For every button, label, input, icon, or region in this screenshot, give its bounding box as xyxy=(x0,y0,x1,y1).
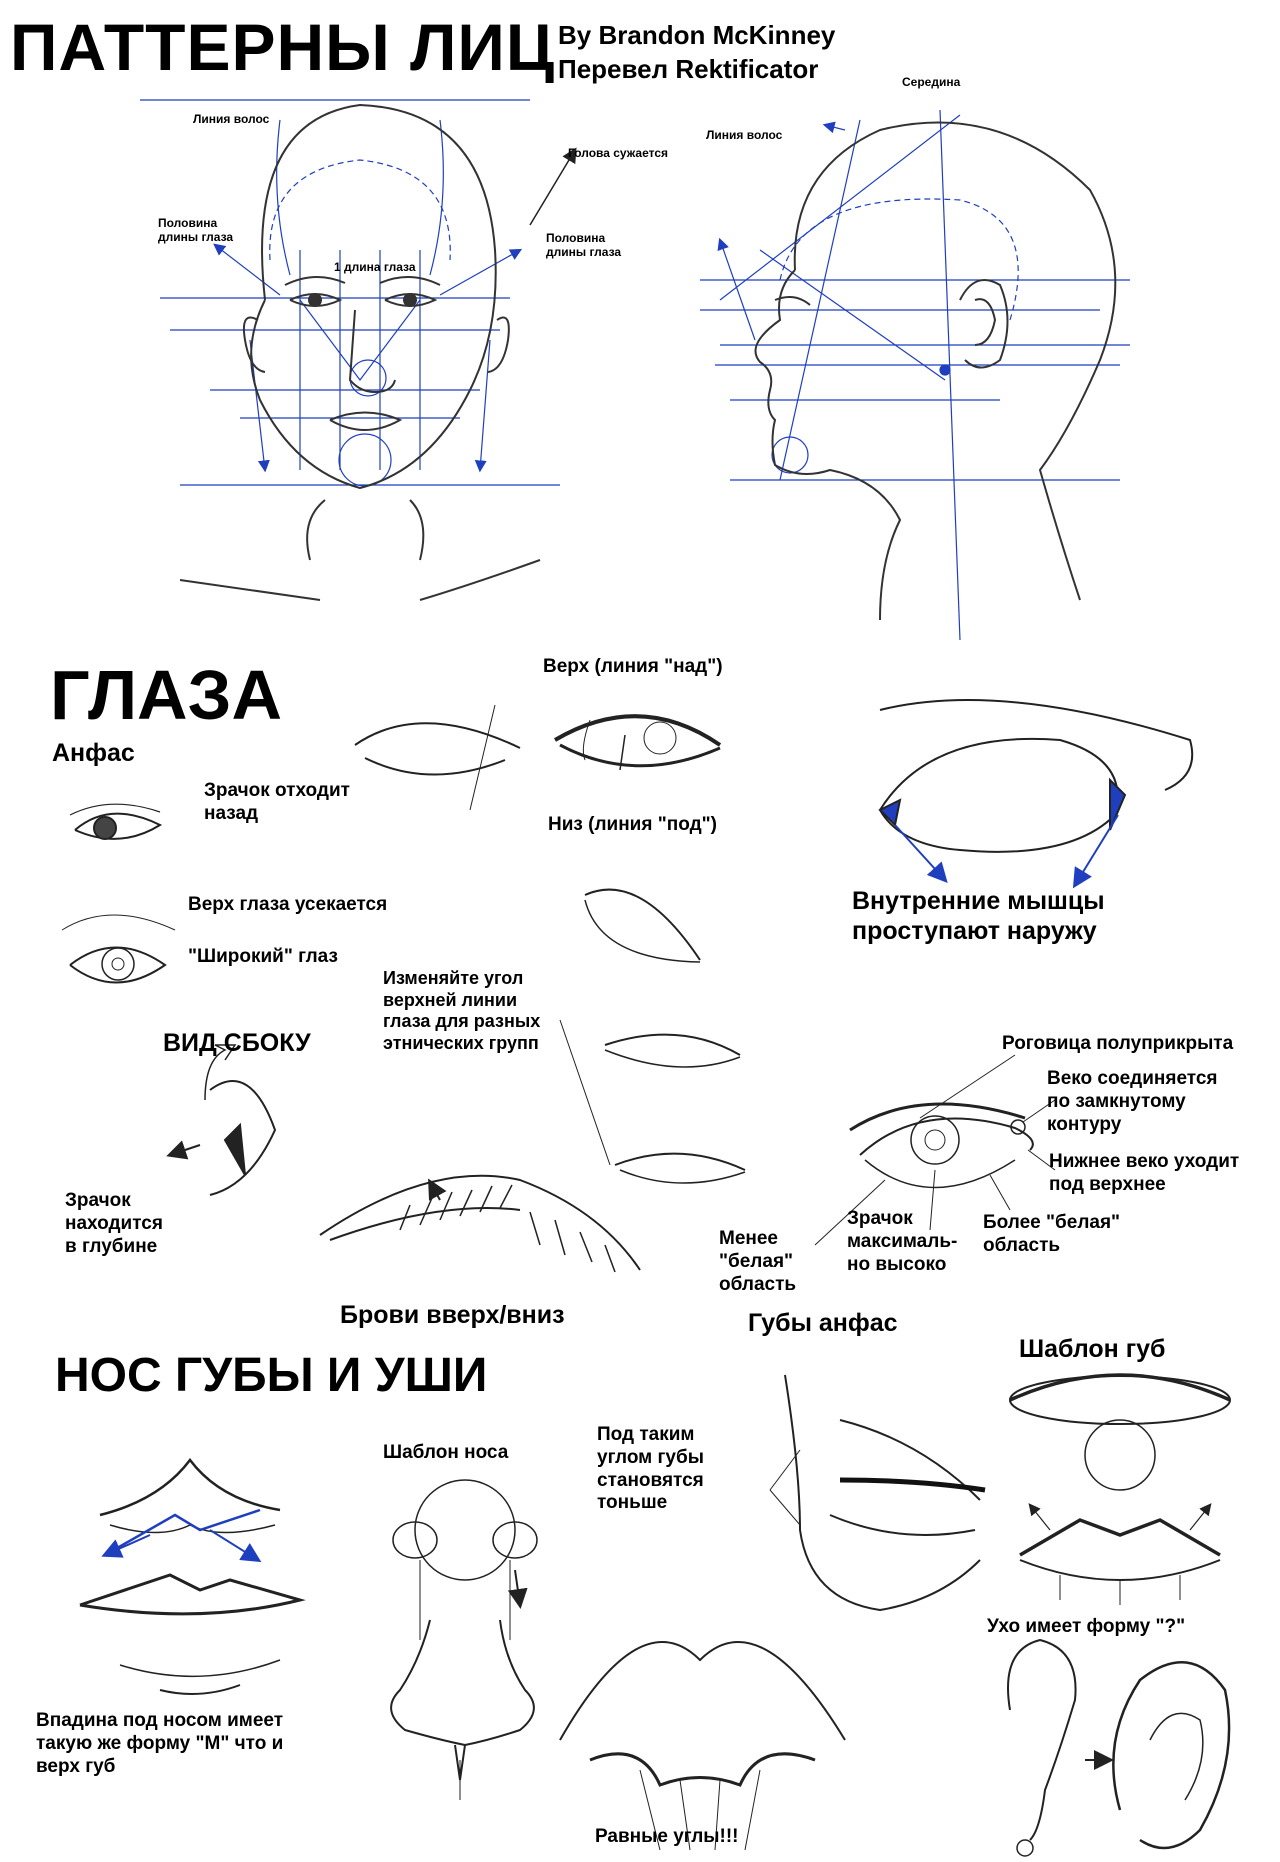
label-pupil-high: Зрачок максималь- но высоко xyxy=(847,1208,958,1275)
label-nose-template: Шаблон носа xyxy=(383,1442,509,1463)
label-middle: Середина xyxy=(902,75,961,89)
label-hairline-front: Линия волос xyxy=(193,112,270,126)
front-face-drawing xyxy=(140,100,575,600)
label-wide-eye: "Широкий" глаз xyxy=(188,946,338,967)
label-top-cut: Верх глаза усекается xyxy=(188,894,388,915)
label-head-narrows: Голова сужается xyxy=(568,146,668,160)
label-lower-lid: Нижнее веко уходит под верхнее xyxy=(1049,1151,1240,1195)
label-frontal: Анфас xyxy=(52,739,135,767)
label-less-white: Менее "белая" область xyxy=(719,1228,797,1295)
label-change-angle: Изменяйте угол верхней линии глаза для разных этнических групп xyxy=(383,968,541,1053)
label-more-white: Более "белая" область xyxy=(983,1212,1121,1256)
nose-lips-ears-heading: НОС ГУБЫ И УШИ xyxy=(55,1349,488,1402)
profile-face-drawing xyxy=(700,110,1130,640)
author-credit: By Brandon McKinney xyxy=(558,20,836,50)
label-half-eye-right: Половина длины глаза xyxy=(546,231,622,260)
eyes-heading: ГЛАЗА xyxy=(50,656,283,734)
label-side-view: ВИД СБОКУ xyxy=(163,1029,311,1057)
label-lips-thinner: Под таким углом губы становятся тоньше xyxy=(597,1424,704,1514)
label-inner-muscles: Внутренние мышцы проступают наружу xyxy=(852,887,1105,945)
label-top-line: Верх (линия "над") xyxy=(543,656,723,677)
label-ear-shape: Ухо имеет форму "?" xyxy=(987,1616,1186,1637)
label-equal-angles: Равные углы!!! xyxy=(595,1826,739,1847)
label-bottom-line: Низ (линия "под") xyxy=(548,814,717,835)
label-hairline-profile: Линия волос xyxy=(706,128,783,142)
label-lips-template: Шаблон губ xyxy=(1019,1335,1166,1363)
label-pupil-deep: Зрачок находится в глубине xyxy=(65,1190,163,1257)
label-cornea: Роговица полуприкрыта xyxy=(1002,1033,1234,1054)
label-pupil-back: Зрачок отходит назад xyxy=(204,780,350,824)
label-half-eye-left: Половина длины глаза xyxy=(158,216,234,245)
label-m-shape: Впадина под носом имеет такую же форму "М" что и верх губ xyxy=(36,1710,284,1777)
label-lips-front: Губы анфас xyxy=(748,1309,898,1337)
translator-credit: Перевел Rektificator xyxy=(558,54,819,84)
page-title: ПАТТЕРНЫ ЛИЦ xyxy=(10,10,556,84)
label-one-eye-length: 1 длина глаза xyxy=(334,260,416,274)
label-lid-joins: Веко соединяется по замкнутому контуру xyxy=(1047,1068,1218,1135)
label-brows: Брови вверх/вниз xyxy=(340,1301,565,1329)
